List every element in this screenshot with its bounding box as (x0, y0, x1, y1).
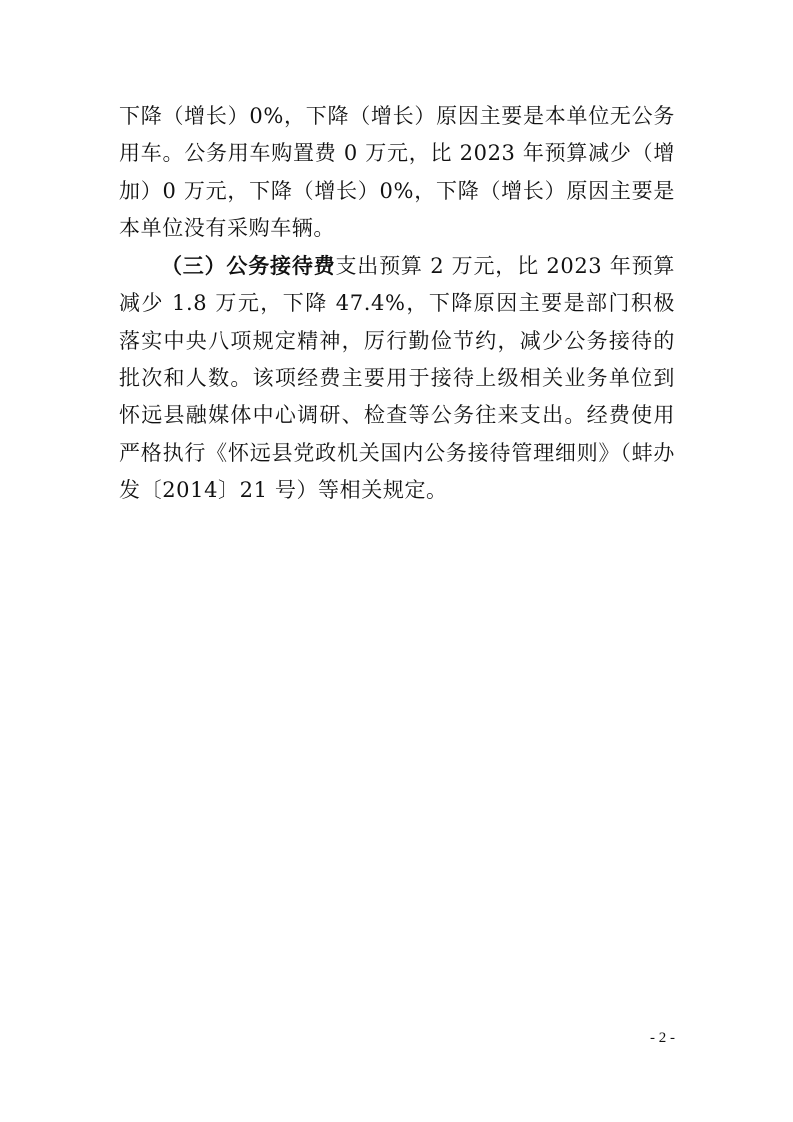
section-heading-reception: （三）公务接待费 (161, 253, 336, 279)
document-body (119, 98, 675, 509)
paragraph-reception-expenses (119, 247, 675, 509)
page-number: - 2 - (650, 1030, 675, 1046)
paragraph-text: 支出预算 2 万元，比 2023 年预算减少 1.8 万元，下降 47.4%，下降原因主要是部门积极落实中央八项规定精神，厉行勤俭节约，减少公务接待的批次和人数。该项经费主要用于接待上级相关业务单位到怀远县融媒体中心调研、检查等公务往来支出。经费使用严格执行《怀远县党政机关国内公务接待管理细则》（蚌办发〔2014〕21 号）等相关规定。 (119, 254, 675, 502)
paragraph-vehicle-expenses (119, 98, 675, 247)
paragraph-text: 下降（增长）0%，下降（增长）原因主要是本单位无公务用车。公务用车购置费 0 万元，比 2023 年预算减少（增加）0 万元，下降（增长）0%，下降（增长）原因主要是本单位没有采购车辆。 (119, 104, 675, 240)
